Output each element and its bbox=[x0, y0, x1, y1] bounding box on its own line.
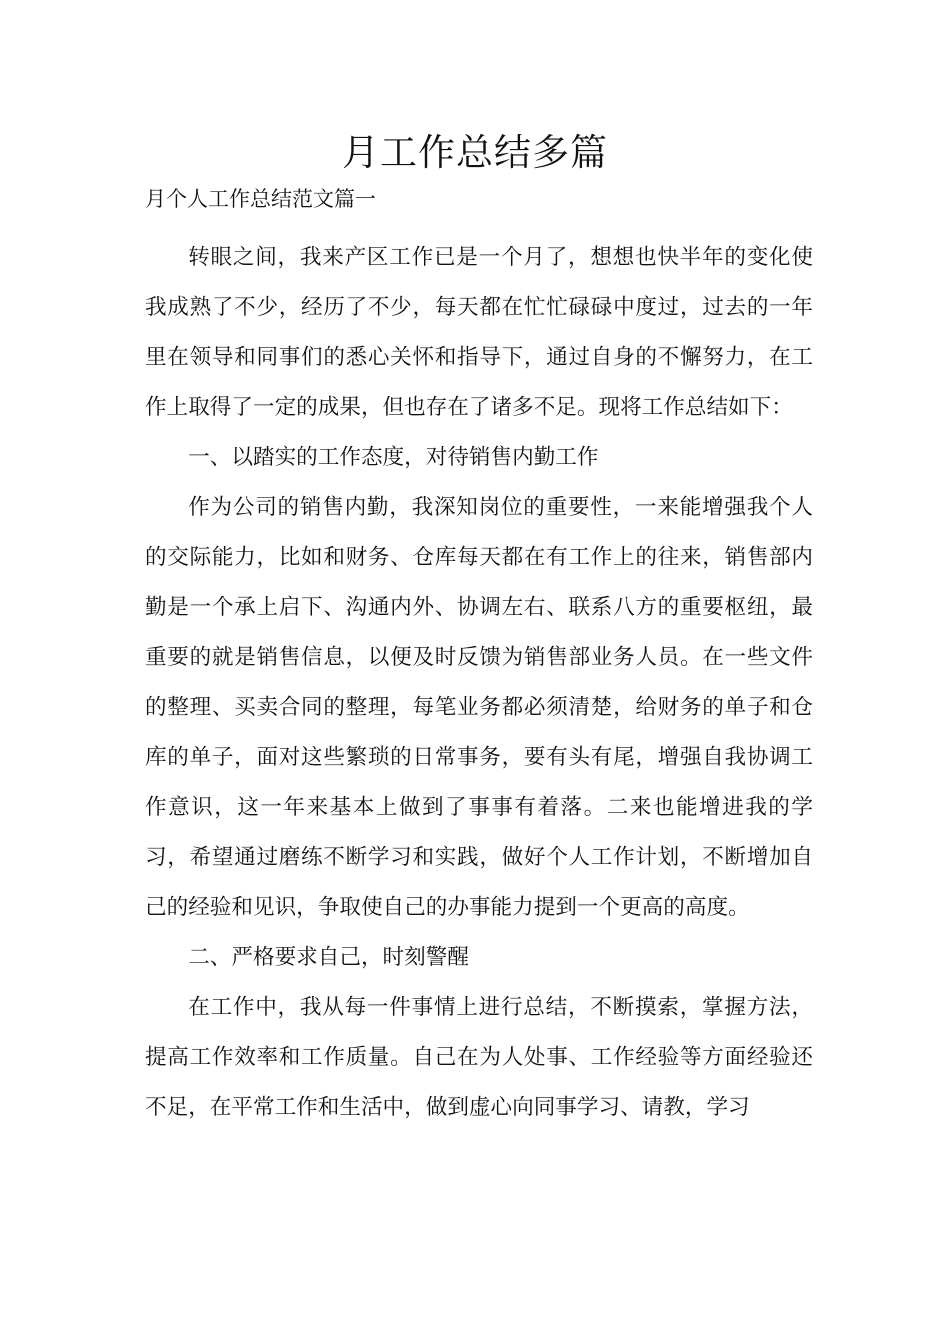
section-heading: 一、以踏实的工作态度，对待销售内勤工作 bbox=[188, 445, 599, 470]
section-heading: 二、严格要求自己，时刻警醒 bbox=[188, 945, 469, 970]
paragraph: 作为公司的销售内勤，我深知岗位的重要性，一来能增强我个人的交际能力，比如和财务、仓库每天都在有工作上的往来，销售部内勤是一个承上启下、沟通内外、协调左右、联系八方的重要枢纽，最重要的就是销售信息，以便及时反馈为销售部业务人员。在一些文件的整理、买卖合同的整理，每笔业务都必须清楚，给财务的单子和仓库的单子，面对这些繁琐的日常事务，要有头有尾，增强自我协调工作意识，这一年来基本上做到了事事有着落。二来也能增进我的学习，希望通过磨练不断学习和实践，做好个人工作计划，不断增加自己的经验和见识，争取使自己的办事能力提到一个更高的高度。 bbox=[145, 495, 813, 920]
document-subtitle: 月个人工作总结范文篇一 bbox=[145, 187, 376, 211]
paragraph: 在工作中，我从每一件事情上进行总结，不断摸索，掌握方法，提高工作效率和工作质量。自己在为人处事、工作经验等方面经验还不足，在平常工作和生活中，做到虚心向同事学习、请教，学习 bbox=[145, 995, 813, 1120]
paragraph: 转眼之间，我来产区工作已是一个月了，想想也快半年的变化使我成熟了不少，经历了不少，每天都在忙忙碌碌中度过，过去的一年里在领导和同事们的悉心关怀和指导下，通过自身的不懈努力，在工作上取得了一定的成果，但也存在了诸多不足。现将工作总结如下： bbox=[145, 245, 813, 420]
document-title: 月工作总结多篇 bbox=[342, 131, 608, 174]
document-body bbox=[145, 233, 813, 1133]
